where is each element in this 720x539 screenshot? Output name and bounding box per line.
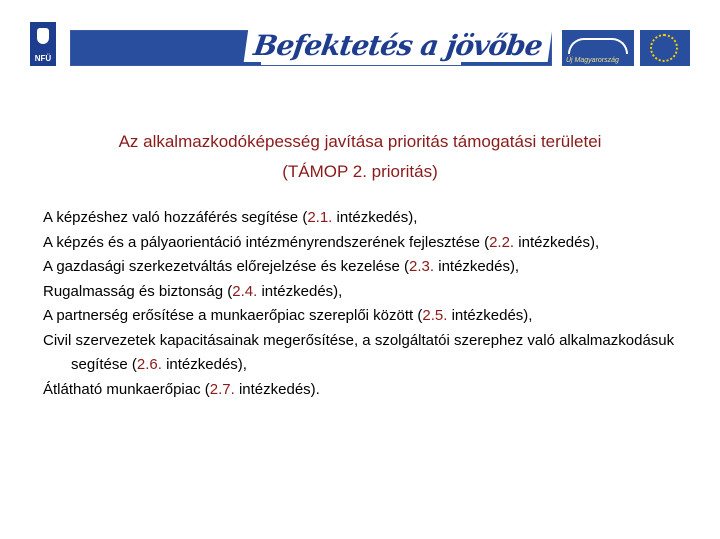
list-item <box>43 378 693 403</box>
slogan-banner <box>70 30 552 66</box>
item-text: Civil szervezetek kapacitásainak megerősítése, a szolgáltatói szerephez való alkalmazkodásuk segítése ( <box>43 331 675 373</box>
list-item <box>43 329 693 378</box>
uj-magyarorszag-logo-icon <box>562 30 634 66</box>
list-item <box>43 280 693 305</box>
bridge-icon <box>568 38 628 54</box>
item-text-end: intézkedés), <box>447 307 533 324</box>
banner-slogan: Befektetés a jövőbe <box>244 29 552 62</box>
item-text-end: intézkedés). <box>234 380 320 398</box>
measure-code: 2.5. <box>422 307 448 324</box>
item-text-end: intézkedés), <box>332 209 418 226</box>
slide-title-line2: (TÁMOP 2. prioritás) <box>282 162 438 181</box>
list-item <box>43 231 693 256</box>
item-text: Átlátható munkaerőpiac ( <box>43 380 210 398</box>
header-bar <box>0 0 720 80</box>
item-text: A partnerség erősítése a munkaerőpiac szereplői között ( <box>43 307 423 324</box>
measure-code: 2.1. <box>307 209 333 226</box>
banner-stripe-left <box>71 31 261 65</box>
measure-code: 2.2. <box>489 233 515 251</box>
slide-title-line1: Az alkalmazkodóképesség javítása prioritás támogatási területei <box>118 132 602 151</box>
list-item <box>43 206 693 231</box>
item-text: A gazdasági szerkezetváltás előrejelzése és kezelése ( <box>43 258 410 275</box>
eu-stars-ring-icon <box>650 34 678 62</box>
item-text-end: intézkedés), <box>514 233 600 251</box>
item-text: A képzés és a pályaorientáció intézményrendszerének fejlesztése ( <box>43 233 490 251</box>
measure-code: 2.3. <box>409 258 435 275</box>
item-text-end: intézkedés), <box>257 282 343 300</box>
measure-list <box>43 206 693 402</box>
eu-flag-icon <box>640 30 690 66</box>
item-text-end: intézkedés), <box>161 356 247 373</box>
measure-code: 2.7. <box>209 380 235 398</box>
nfu-label: NFÜ <box>34 54 52 63</box>
item-text: Rugalmasság és biztonság ( <box>43 282 233 300</box>
nfu-logo-icon <box>30 22 56 66</box>
list-item <box>43 255 693 280</box>
umt-label: Új Magyarország <box>566 57 619 64</box>
item-text-end: intézkedés), <box>434 258 520 275</box>
measure-code: 2.6. <box>136 356 162 373</box>
item-text: A képzéshez való hozzáférés segítése ( <box>43 209 308 226</box>
hungarian-crest-icon <box>37 28 49 44</box>
measure-code: 2.4. <box>232 282 258 300</box>
list-item <box>43 304 693 329</box>
